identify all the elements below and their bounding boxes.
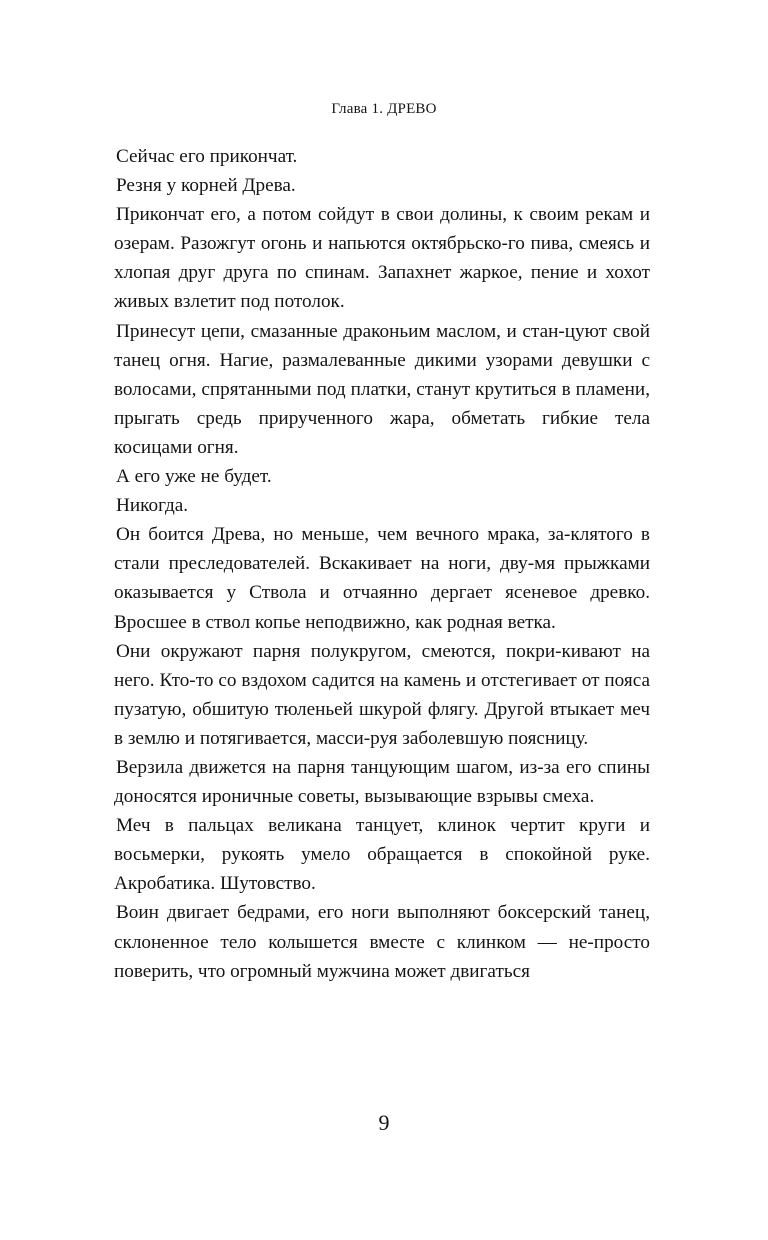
paragraph: А его уже не будет. (116, 466, 272, 488)
paragraph: Верзила движется на парня танцующим шагом, из-за его спины доносятся ироничные советы, вызывающие взрывы смеха. (114, 756, 650, 808)
paragraph: Принесут цепи, смазанные драконьим маслом, и стан-цуют свой танец огня. Нагие, размалеванные дикими узорами девушки с волосами, спрятанными под платки, станут крутиться в пламени, прыгать средь прирученного жара, обметать гибкие тела косицами огня. (114, 320, 650, 458)
paragraph: Они окружают парня полукругом, смеются, покри-кивают на него. Кто-то со вздохом садится на камень и отстегивает от пояса пузатую, обшитую тюленьей шкурой флягу. Другой втыкает меч в землю и потягивается, масси-руя заболевшую поясницу. (114, 640, 650, 749)
paragraph: Никогда. (116, 495, 189, 517)
paragraph: Меч в пальцах великана танцует, клинок чертит круги и восьмерки, рукоять умело обращается в спокойной руке. Акробатика. Шутовство. (114, 815, 650, 895)
running-head: Глава 1. ДРЕВО (331, 101, 437, 117)
paragraph: Резня у корней Древа. (116, 175, 296, 197)
paragraph: Воин двигает бедрами, его ноги выполняют боксерский танец, склоненное тело колышется вместе с клинком — не-просто поверить, что огромный мужчина может двигаться (114, 902, 650, 982)
body-text (114, 142, 650, 986)
paragraph: Сейчас его прикончат. (116, 146, 298, 167)
paragraph: Прикончат его, а потом сойдут в свои долины, к своим рекам и озерам. Разожгут огонь и напьются октябрьско-го пива, смеясь и хлопая друг друга по спинам. Запахнет жаркое, пение и хохот живых взлетит под потолок. (114, 204, 650, 313)
page-number: 9 (378, 1110, 390, 1135)
paragraph: Он боится Древа, но меньше, чем вечного мрака, за-клятого в стали преследователей. Вскакивает на ноги, дву-мя прыжками оказывается у Ствола и отчаянно дергает ясеневое древко. Вросшее в ствол копье неподвижно, как родная ветка. (114, 524, 650, 633)
